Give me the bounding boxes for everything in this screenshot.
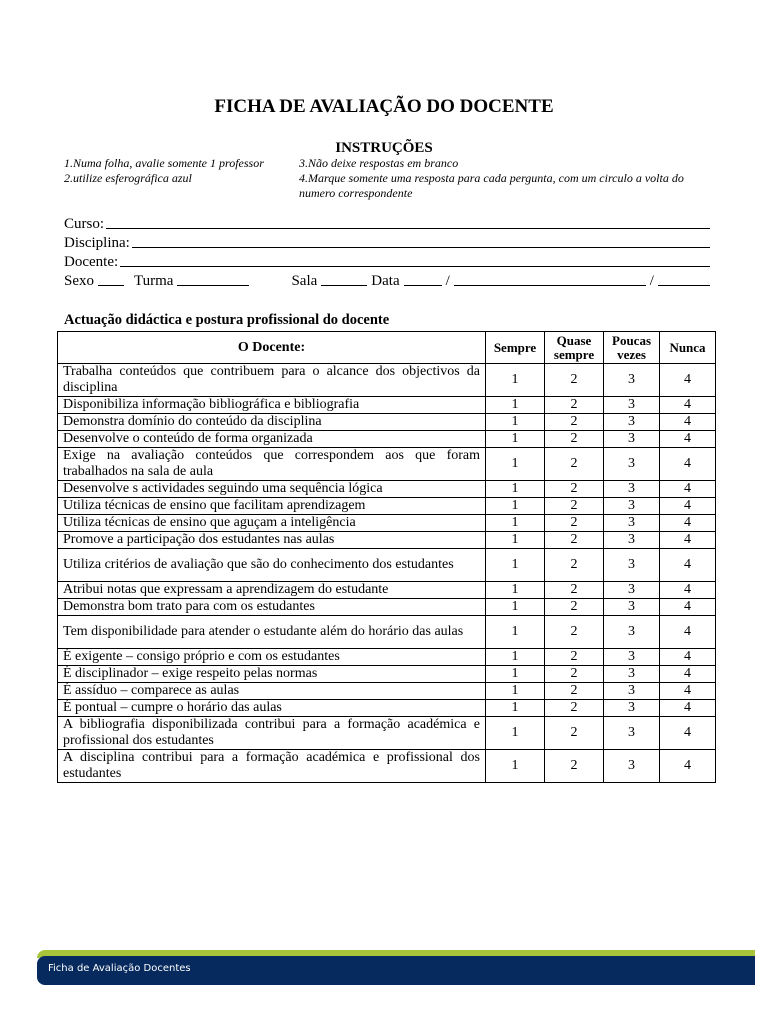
question-text: Desenvolve s actividades seguindo uma sequência lógica (58, 481, 486, 498)
table-row (58, 549, 716, 582)
rating-option-2[interactable]: 2 (545, 649, 604, 666)
rating-option-2[interactable]: 2 (545, 481, 604, 498)
rating-option-1[interactable]: 1 (486, 549, 545, 582)
question-text: É disciplinador – exige respeito pelas normas (58, 666, 486, 683)
rating-option-3[interactable]: 3 (604, 481, 660, 498)
rating-option-2[interactable]: 2 (545, 683, 604, 700)
question-text: Exige na avaliação conteúdos que correspondem aos que foram trabalhados na sala de aula (58, 448, 486, 481)
rating-option-3[interactable]: 3 (604, 532, 660, 549)
rating-option-2[interactable]: 2 (545, 431, 604, 448)
rating-option-4[interactable]: 4 (660, 616, 716, 649)
rating-option-2[interactable]: 2 (545, 599, 604, 616)
sala-line[interactable] (321, 285, 367, 286)
question-text: A disciplina contribui para a formação académica e profissional dos estudantes (58, 750, 486, 783)
rating-option-4[interactable]: 4 (660, 750, 716, 783)
data-day-line[interactable] (404, 285, 442, 286)
rating-option-1[interactable]: 1 (486, 649, 545, 666)
rating-option-2[interactable]: 2 (545, 414, 604, 431)
table-row (58, 532, 716, 549)
rating-option-3[interactable]: 3 (604, 700, 660, 717)
table-row (58, 481, 716, 498)
curso-label: Curso: (64, 216, 105, 232)
rating-option-2[interactable]: 2 (545, 364, 604, 397)
rating-option-3[interactable]: 3 (604, 683, 660, 700)
question-text: É assíduo – comparece as aulas (58, 683, 486, 700)
question-text: É pontual – cumpre o horário das aulas (58, 700, 486, 717)
rating-option-3[interactable]: 3 (604, 582, 660, 599)
table-row (58, 616, 716, 649)
footer-text: Ficha de Avaliação Docentes (48, 963, 191, 974)
rating-option-2[interactable]: 2 (545, 616, 604, 649)
rating-option-1[interactable]: 1 (486, 700, 545, 717)
turma-label: Turma (134, 273, 174, 289)
turma-line[interactable] (177, 285, 249, 286)
rating-option-4[interactable]: 4 (660, 481, 716, 498)
data-year-line[interactable] (658, 285, 710, 286)
rating-option-4[interactable]: 4 (660, 599, 716, 616)
rating-option-4[interactable]: 4 (660, 683, 716, 700)
rating-option-1[interactable]: 1 (486, 666, 545, 683)
table-row (58, 397, 716, 414)
instruction-item-2: 2.utilize esferográfica azul (64, 171, 192, 185)
rating-option-1[interactable]: 1 (486, 397, 545, 414)
evaluation-table (57, 331, 716, 783)
question-text: Demonstra bom trato para com os estudantes (58, 599, 486, 616)
rating-option-4[interactable]: 4 (660, 515, 716, 532)
question-text: Promove a participação dos estudantes nas aulas (58, 532, 486, 549)
section-title: Actuação didáctica e postura profissional do docente (64, 312, 390, 328)
rating-option-3[interactable]: 3 (604, 448, 660, 481)
question-text: Desenvolve o conteúdo de forma organizada (58, 431, 486, 448)
table-row (58, 750, 716, 783)
rating-option-1[interactable]: 1 (486, 515, 545, 532)
rating-option-1[interactable]: 1 (486, 532, 545, 549)
question-text: Utiliza técnicas de ensino que facilitam aprendizagem (58, 498, 486, 515)
docente-label: Docente: (64, 254, 119, 270)
rating-option-3[interactable]: 3 (604, 498, 660, 515)
instructions-heading: INSTRUÇÕES (335, 140, 433, 156)
rating-option-1[interactable]: 1 (486, 364, 545, 397)
rating-option-2[interactable]: 2 (545, 666, 604, 683)
header-sempre: Sempre (486, 332, 545, 364)
table-row (58, 448, 716, 481)
rating-option-4[interactable]: 4 (660, 532, 716, 549)
question-text: Demonstra domínio do conteúdo da disciplina (58, 414, 486, 431)
question-text: A bibliografia disponibilizada contribui para a formação académica e profissional dos estudantes (58, 717, 486, 750)
rating-option-3[interactable]: 3 (604, 431, 660, 448)
rating-option-4[interactable]: 4 (660, 414, 716, 431)
table-row (58, 431, 716, 448)
date-separator-1: / (445, 273, 450, 289)
rating-option-3[interactable]: 3 (604, 750, 660, 783)
header-poucas-vezes: Poucas vezes (604, 332, 660, 364)
rating-option-4[interactable]: 4 (660, 364, 716, 397)
rating-option-2[interactable]: 2 (545, 549, 604, 582)
rating-option-3[interactable]: 3 (604, 397, 660, 414)
data-month-line[interactable] (454, 285, 646, 286)
rating-option-1[interactable]: 1 (486, 448, 545, 481)
rating-option-3[interactable]: 3 (604, 549, 660, 582)
question-text: Disponibiliza informação bibliográfica e bibliografia (58, 397, 486, 414)
instructions-left-column (64, 156, 294, 186)
disciplina-line[interactable] (132, 247, 710, 248)
table-header-row (58, 332, 716, 364)
table-row (58, 582, 716, 599)
question-text: É exigente – consigo próprio e com os estudantes (58, 649, 486, 666)
rating-option-2[interactable]: 2 (545, 750, 604, 783)
rating-option-3[interactable]: 3 (604, 717, 660, 750)
rating-option-4[interactable]: 4 (660, 717, 716, 750)
rating-option-4[interactable]: 4 (660, 649, 716, 666)
data-label: Data (371, 273, 400, 289)
rating-option-3[interactable]: 3 (604, 364, 660, 397)
rating-option-3[interactable]: 3 (604, 666, 660, 683)
curso-field[interactable] (64, 214, 710, 233)
rating-option-4[interactable]: 4 (660, 448, 716, 481)
question-text: Utiliza técnicas de ensino que aguçam a inteligência (58, 515, 486, 532)
rating-option-1[interactable]: 1 (486, 582, 545, 599)
rating-option-2[interactable]: 2 (545, 582, 604, 599)
rating-option-4[interactable]: 4 (660, 549, 716, 582)
table-body (58, 364, 716, 783)
rating-option-2[interactable]: 2 (545, 397, 604, 414)
rating-option-4[interactable]: 4 (660, 431, 716, 448)
docente-field[interactable] (64, 252, 710, 271)
header-docente: O Docente: (58, 332, 486, 364)
rating-option-1[interactable]: 1 (486, 717, 545, 750)
rating-option-2[interactable]: 2 (545, 498, 604, 515)
rating-option-1[interactable]: 1 (486, 431, 545, 448)
rating-option-2[interactable]: 2 (545, 515, 604, 532)
question-text: Tem disponibilidade para atender o estudante além do horário das aulas (58, 616, 486, 649)
sala-label: Sala (291, 273, 318, 289)
sexo-label: Sexo (64, 273, 94, 289)
table-row (58, 599, 716, 616)
date-separator-2: / (649, 273, 654, 289)
instruction-item-4: 4.Marque somente uma resposta para cada pergunta, com um circulo a volta do numero correspondente (299, 171, 684, 200)
rating-option-1[interactable]: 1 (486, 616, 545, 649)
rating-option-3[interactable]: 3 (604, 599, 660, 616)
rating-option-2[interactable]: 2 (545, 717, 604, 750)
disciplina-field[interactable] (64, 233, 710, 252)
question-text: Utiliza critérios de avaliação que são do conhecimento dos estudantes (58, 549, 486, 582)
rating-option-4[interactable]: 4 (660, 582, 716, 599)
question-text: Atribui notas que expressam a aprendizagem do estudante (58, 582, 486, 599)
rating-option-3[interactable]: 3 (604, 414, 660, 431)
docente-line[interactable] (120, 266, 710, 267)
rating-option-1[interactable]: 1 (486, 750, 545, 783)
table-row (58, 649, 716, 666)
table-row (58, 498, 716, 515)
rating-option-4[interactable]: 4 (660, 498, 716, 515)
rating-option-2[interactable]: 2 (545, 532, 604, 549)
rating-option-3[interactable]: 3 (604, 649, 660, 666)
table-row (58, 666, 716, 683)
table-row (58, 364, 716, 397)
rating-option-4[interactable]: 4 (660, 700, 716, 717)
sexo-line[interactable] (98, 285, 124, 286)
curso-line[interactable] (106, 228, 710, 229)
header-quase-sempre: Quase sempre (545, 332, 604, 364)
question-text: Trabalha conteúdos que contribuem para o alcance dos objectivos da disciplina (58, 364, 486, 397)
info-field-row (64, 271, 710, 290)
rating-option-3[interactable]: 3 (604, 616, 660, 649)
disciplina-label: Disciplina: (64, 235, 130, 251)
header-nunca: Nunca (660, 332, 716, 364)
instruction-item-1: 1.Numa folha, avalie somente 1 professor (64, 156, 264, 170)
table-row (58, 683, 716, 700)
rating-option-4[interactable]: 4 (660, 666, 716, 683)
page-title: FICHA DE AVALIAÇÃO DO DOCENTE (214, 96, 554, 117)
rating-option-4[interactable]: 4 (660, 397, 716, 414)
rating-option-1[interactable]: 1 (486, 683, 545, 700)
table-row (58, 414, 716, 431)
rating-option-1[interactable]: 1 (486, 498, 545, 515)
rating-option-2[interactable]: 2 (545, 448, 604, 481)
rating-option-2[interactable]: 2 (545, 700, 604, 717)
table-row (58, 700, 716, 717)
rating-option-1[interactable]: 1 (486, 481, 545, 498)
rating-option-1[interactable]: 1 (486, 599, 545, 616)
rating-option-3[interactable]: 3 (604, 515, 660, 532)
table-row (58, 717, 716, 750)
table-row (58, 515, 716, 532)
rating-option-1[interactable]: 1 (486, 414, 545, 431)
instructions-right-column (299, 156, 714, 201)
instruction-item-3: 3.Não deixe respostas em branco (299, 156, 459, 170)
